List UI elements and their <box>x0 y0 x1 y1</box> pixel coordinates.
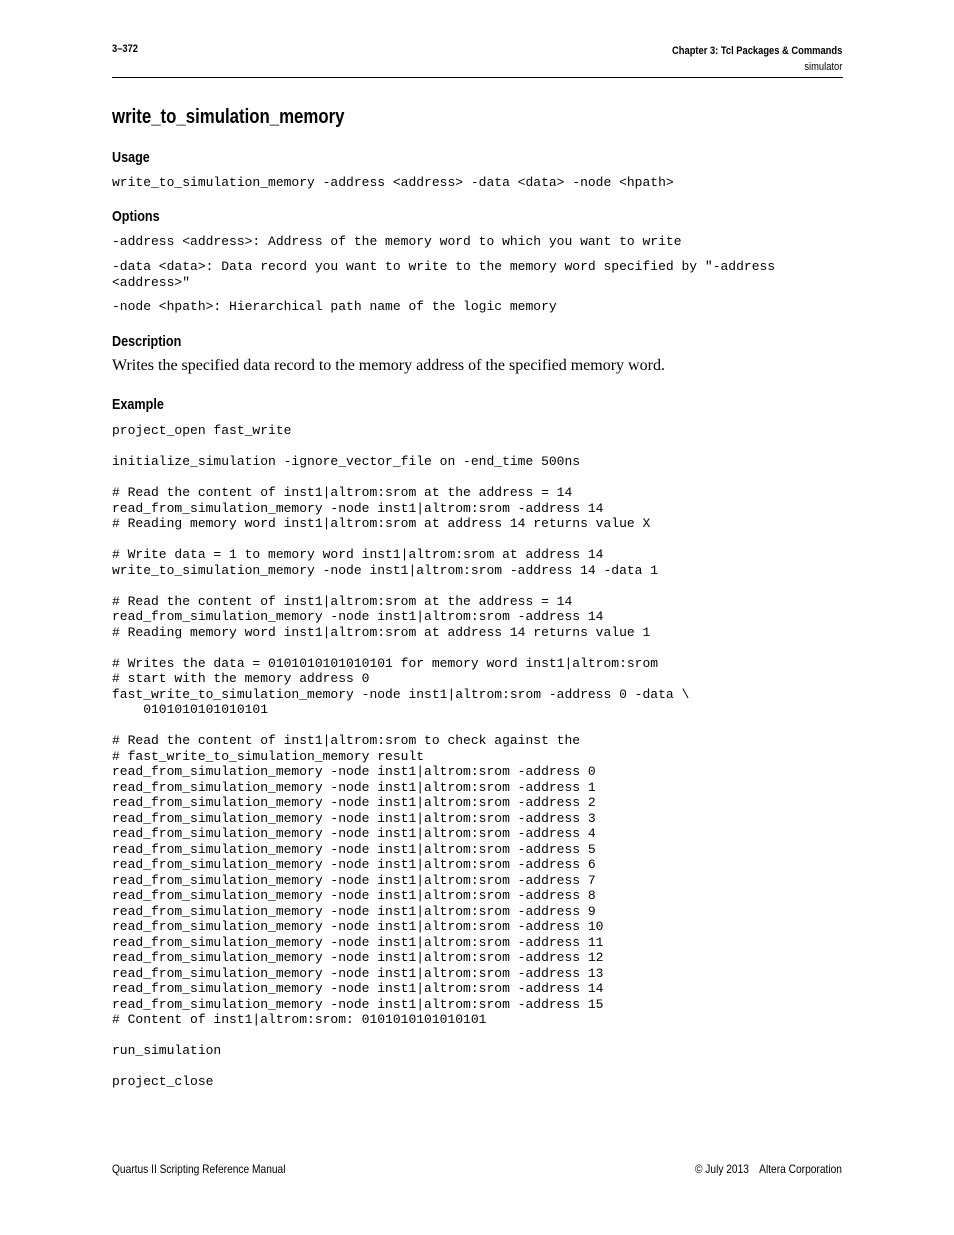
header-rule <box>112 77 843 78</box>
option-address: -address <address>: Address of the memory word to which you want to write <box>112 234 682 249</box>
options-heading: Options <box>112 208 160 225</box>
description-text: Writes the specified data record to the memory address of the specified memory word. <box>112 357 665 374</box>
footer-manual-title: Quartus II Scripting Reference Manual <box>112 1162 286 1176</box>
chapter-title: Chapter 3: Tcl Packages & Commands <box>671 45 842 57</box>
option-data: -data <data>: Data record you want to write to the memory word specified by "-address <address>" <box>112 259 783 290</box>
command-title: write_to_simulation_memory <box>112 106 345 128</box>
option-node: -node <hpath>: Hierarchical path name of the logic memory <box>112 299 557 314</box>
usage-syntax: write_to_simulation_memory -address <address> -data <data> -node <hpath> <box>112 175 674 190</box>
usage-heading: Usage <box>112 149 150 166</box>
section-name: simulator <box>804 61 842 73</box>
page-number: 3–372 <box>112 43 139 55</box>
example-code-block: project_open fast_write initialize_simulation -ignore_vector_file on -end_time 500ns # Read the content of inst1|altrom:srom at the address = 14 read_from_simulation_memory -node inst1|altrom:srom -address 14 # Reading memory word inst1|altrom:srom at address 14 returns value X # Write data = 1 to memory word inst1|altrom:srom at address 14 write_to_simulation_memory -node inst1|altrom:srom -address 14 -data 1 # Read the content of inst1|altrom:srom at the address = 14 read_from_simulation_memory -node inst1|altrom:srom -address 14 # Reading memory word inst1|altrom:srom at address 14 returns value 1 # Writes the data = 0101010101010101 for memory word inst1|altrom:srom # start with the memory address 0 fast_write_to_simulation_memory -node inst1|altrom:srom -address 0 -data \ 0101010101010101 # Read the content of inst1|altrom:srom to check against the # fast_write_to_simulation_memory result read_from_simulation_memory -node inst1|altrom:srom -address 0 read_from_simulation_memory -node inst1|altrom:srom -address 1 read_from_simulation_memory -node inst1|altrom:srom -address 2 read_from_simulation_memory -node inst1|altrom:srom -address 3 read_from_simulation_memory -node inst1|altrom:srom -address 4 read_from_simulation_memory -node inst1|altrom:srom -address 5 read_from_simulation_memory -node inst1|altrom:srom -address 6 read_from_simulation_memory -node inst1|altrom:srom -address 7 read_from_simulation_memory -node inst1|altrom:srom -address 8 read_from_simulation_memory -node inst1|altrom:srom -address 9 read_from_simulation_memory -node inst1|altrom:srom -address 10 read_from_simulation_memory -node inst1|altrom:srom -address 11 read_from_simulation_memory -node inst1|altrom:srom -address 12 read_from_simulation_memory -node inst1|altrom:srom -address 13 read_from_simulation_memory -node inst1|altrom:srom -address 14 read_from_simulation_memory -node inst1|altrom:srom -address 15 # Content of inst1|altrom:srom: 0101010101010101 run_simulation project_close <box>112 423 690 1089</box>
footer-date: © July 2013 <box>695 1162 750 1176</box>
example-heading: Example <box>112 396 164 413</box>
description-heading: Description <box>112 333 182 350</box>
footer-copyright <box>695 1162 842 1176</box>
footer-company: Altera Corporation <box>759 1162 842 1176</box>
running-header <box>672 43 842 75</box>
